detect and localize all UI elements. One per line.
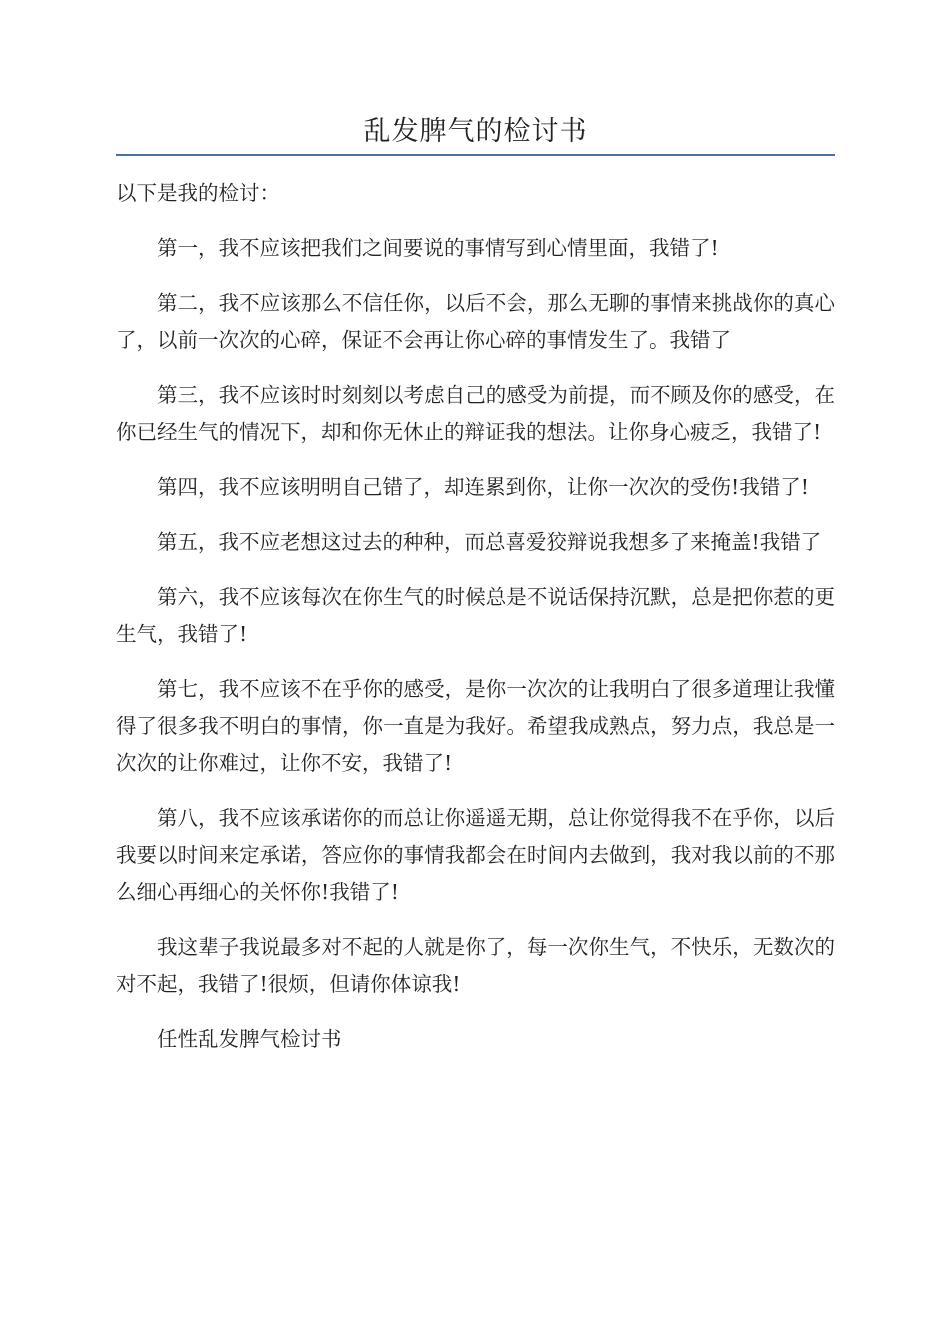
paragraph-10-subtitle: 任性乱发脾气检讨书: [157, 1027, 342, 1051]
document-body: [116, 175, 835, 1076]
intro-paragraph: 以下是我的检讨：: [116, 181, 280, 205]
paragraph-3: 第三，我不应该时时刻刻以考虑自己的感受为前提，而不顾及你的感受，在你已经生气的情况下，却和你无休止的辩证我的想法。让你身心疲乏，我错了!: [116, 383, 835, 444]
title-underline: [116, 154, 835, 156]
document-title: 乱发脾气的检讨书: [363, 116, 588, 147]
paragraph-1: 第一，我不应该把我们之间要说的事情写到心情里面，我错了!: [157, 236, 719, 260]
paragraph-8: 第八，我不应该承诺你的而总让你遥遥无期，总让你觉得我不在乎你，以后我要以时间来定承诺，答应你的事情我都会在时间内去做到，我对我以前的不那么细心再细心的关怀你!我错了!: [116, 806, 835, 904]
paragraph-9: 我这辈子我说最多对不起的人就是你了，每一次你生气，不快乐，无数次的对不起，我错了!很烦，但请你体谅我!: [116, 935, 835, 996]
paragraph-4: 第四，我不应该明明自己错了，却连累到你，让你一次次的受伤!我错了!: [157, 475, 809, 499]
paragraph-2: 第二，我不应该那么不信任你，以后不会，那么无聊的事情来挑战你的真心了，以前一次次的心碎，保证不会再让你心碎的事情发生了。我错了: [116, 291, 835, 352]
paragraph-5: 第五，我不应老想这过去的种种，而总喜爱狡辩说我想多了来掩盖!我错了: [157, 530, 822, 554]
paragraph-6: 第六，我不应该每次在你生气的时候总是不说话保持沉默，总是把你惹的更生气，我错了!: [116, 585, 835, 646]
paragraph-7: 第七，我不应该不在乎你的感受，是你一次次的让我明白了很多道理让我懂得了很多我不明白的事情，你一直是为我好。希望我成熟点，努力点，我总是一次次的让你难过，让你不安，我错了!: [116, 677, 835, 775]
